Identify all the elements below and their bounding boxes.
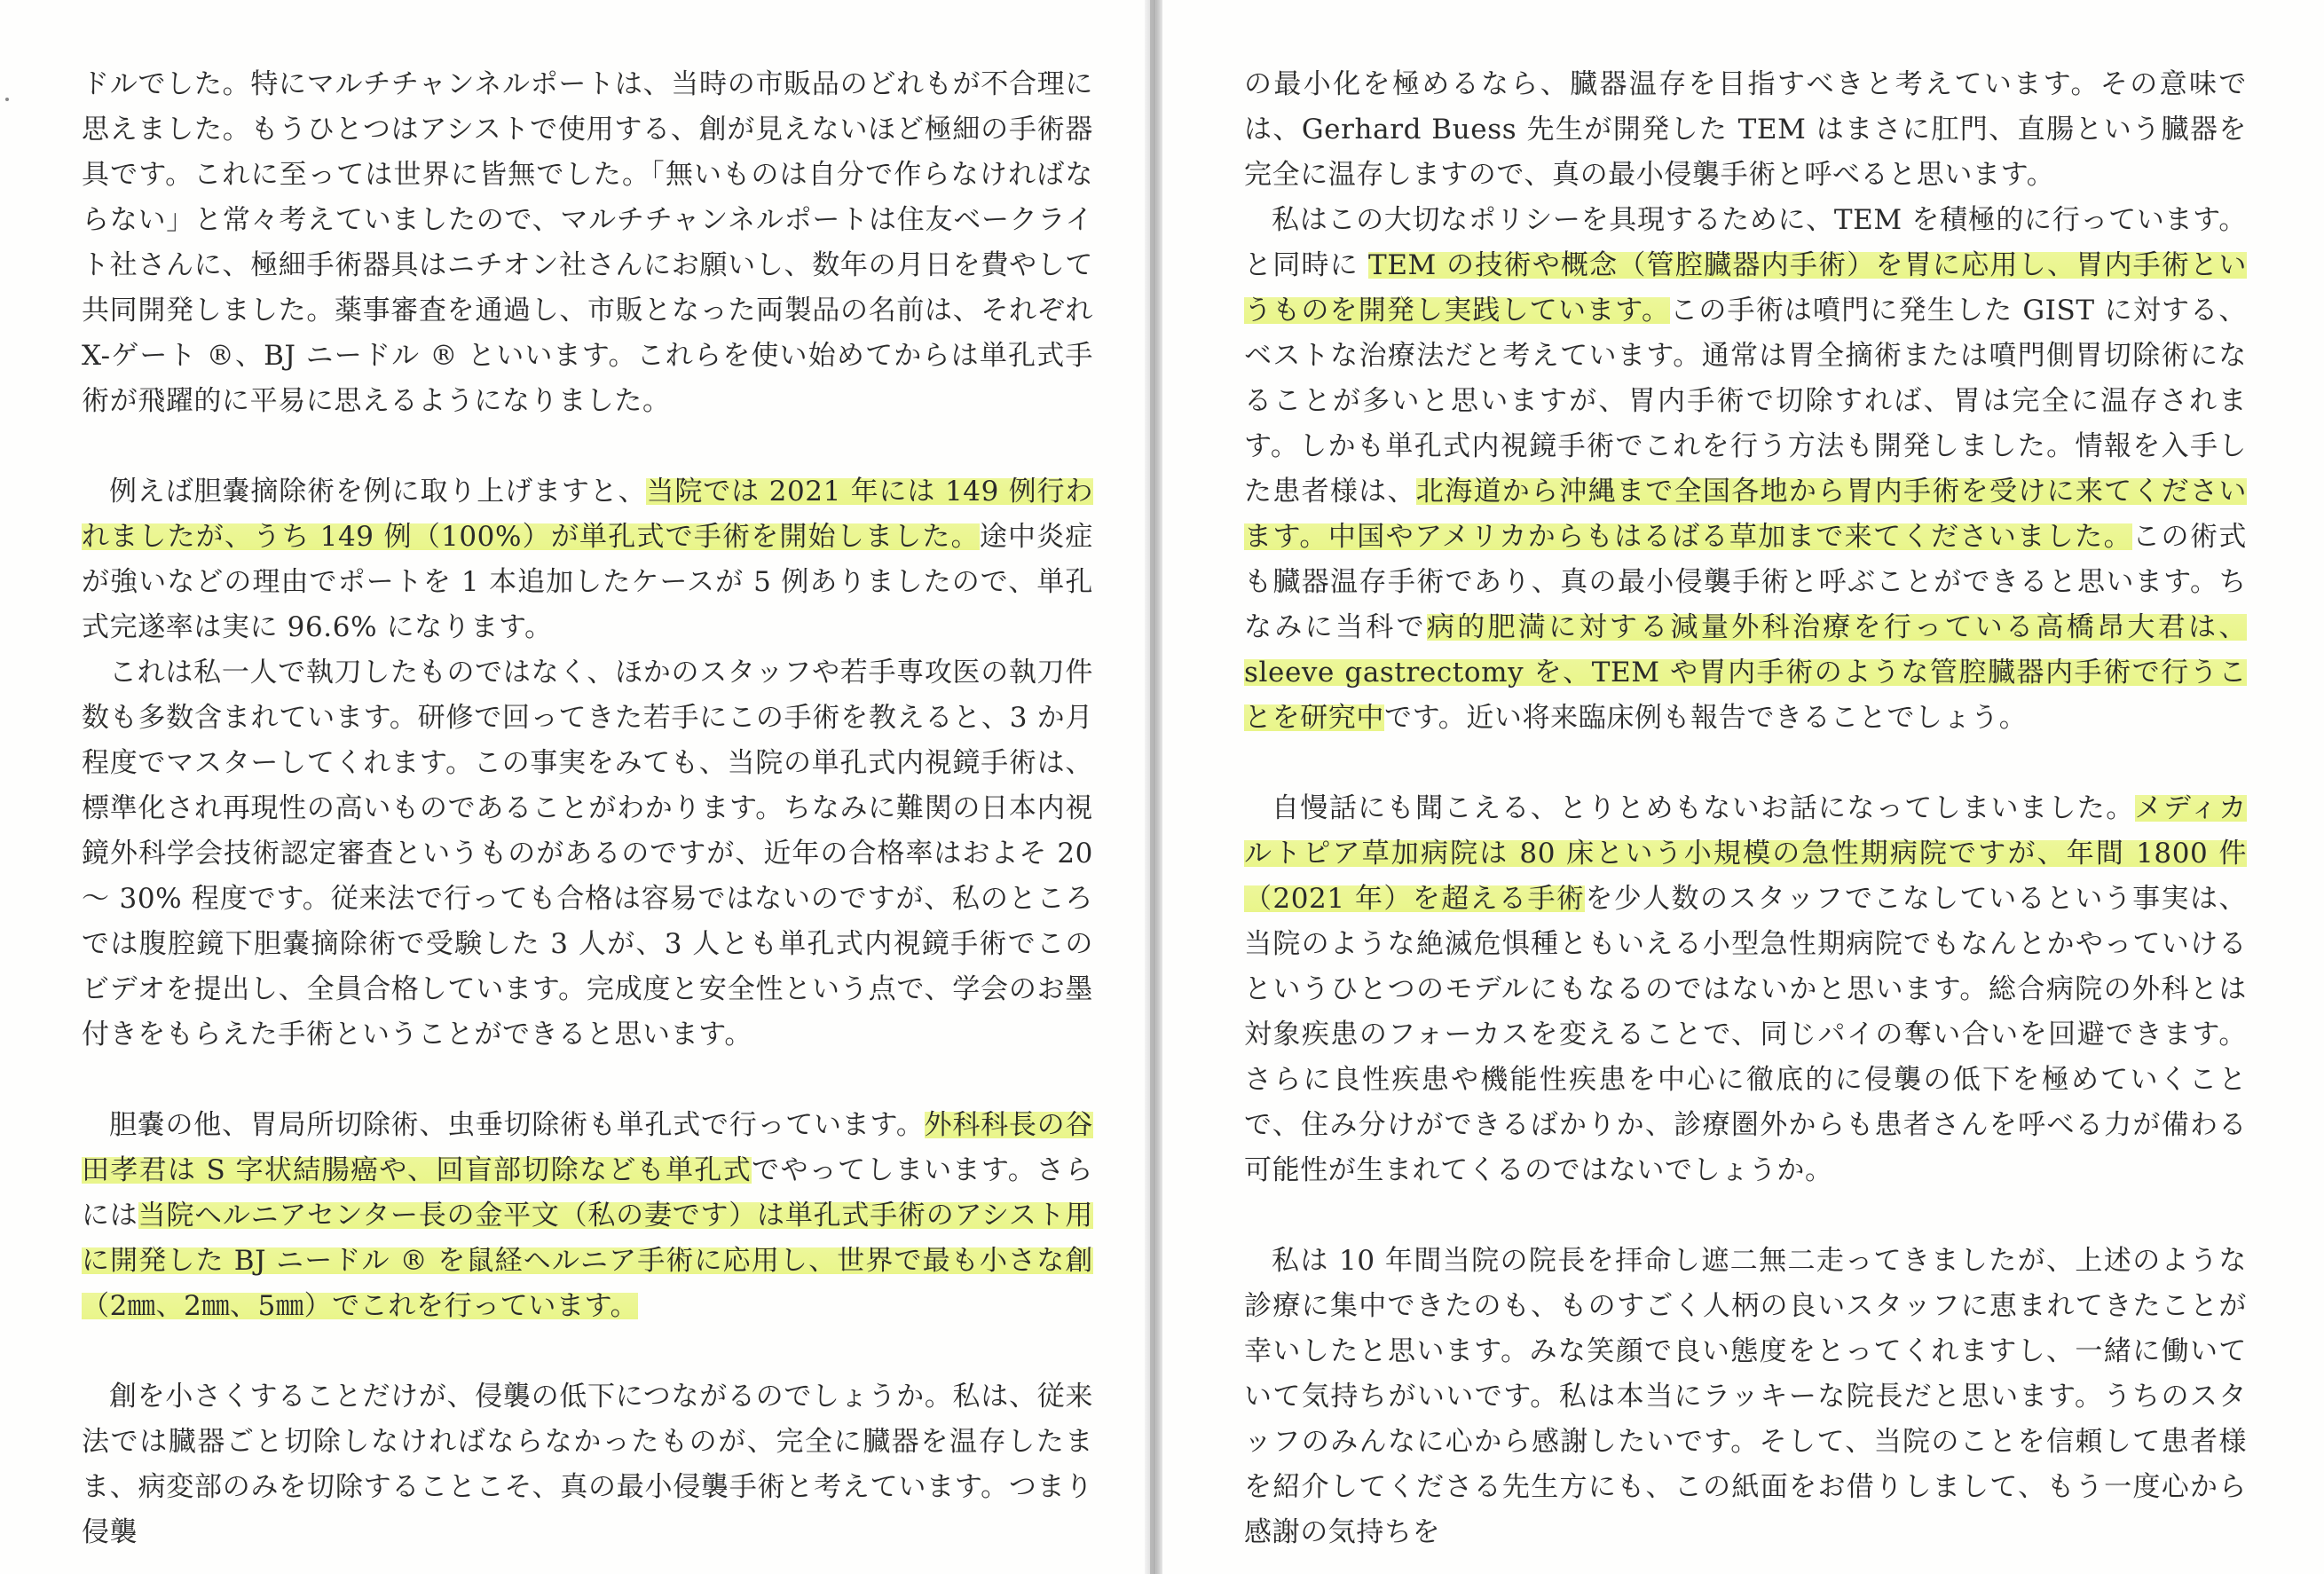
text-segment: 自慢話にも聞こえる、とりとめもないお話になってしまいました。 xyxy=(1272,792,2135,824)
paragraph xyxy=(82,62,1093,424)
text-segment: 私は 10 年間当院の院長を拝命し遮二無二走ってきましたが、上述のような診療に集中できたのも、ものすごく人柄の良いスタッフに恵まれてきたことが幸いしたと思います。みな笑顔で良い態度をとってくれますし、一緒に働いていて気持ちがいいです。私は本当にラッキーな院長だと思います。うちのスタッフのみんなに心から感謝したいです。そして、当院のことを信頼して患者様を紹介してくださる先生方にも、この紙面をお借りしまして、もう一度心から感謝の気持ちを xyxy=(1244,1245,2247,1548)
left-page xyxy=(0,0,1150,1574)
page-edge-shadow xyxy=(1150,0,1155,1574)
page-edge-mark xyxy=(5,98,9,101)
paragraph xyxy=(82,650,1093,1058)
text-segment: です。近い将来臨床例も報告できることでしょう。 xyxy=(1384,702,2028,734)
paragraph xyxy=(82,1103,1093,1329)
paragraph xyxy=(82,1374,1093,1555)
highlighted-text: 外科科長の谷田孝君は S 字状結腸癌や、回盲部切除なども単孔式 xyxy=(82,1109,1093,1186)
text-segment: これは私一人で執刀したものではなく、ほかのスタッフや若手専攻医の執刀件数も多数含まれています。研修で回ってきた若手にこの手術を教えると、3 か月程度でマスターしてくれます。この事実をみても、当院の単孔式内視鏡手術は、標準化され再現性の高いものであることがわかります。ちなみに難関の日本内視鏡外科学会技術認定審査というものがあるのですが、近年の合格率はおよそ 20 ～ 30% 程度です。従来法で行っても合格は容易ではないのですが、私のところでは腹腔鏡下胆嚢摘除術で受験した 3 人が、3 人とも単孔式内視鏡手術でこのビデオを提出し、全員合格しています。完成度と安全性という点で、学会のお墨付きをもらえた手術ということができると思います。 xyxy=(82,657,1093,1051)
text-segment: 創を小さくすることだけが、侵襲の低下につながるのでしょうか。私は、従来法では臓器ごと切除しなければならなかったものが、完全に臓器を温存したまま、病変部のみを切除することこそ、真の最小侵襲手術と考えています。つまり侵襲 xyxy=(82,1381,1093,1548)
paragraph-gap xyxy=(1244,1193,2247,1239)
left-page-text xyxy=(82,62,1093,1555)
text-segment: 例えば胆嚢摘除術を例に取り上げますと、 xyxy=(109,476,647,508)
text-segment: を少人数のスタッフでこなしているという事実は、当院のような絶滅危惧種ともいえる小型急性期病院でもなんとかやっていけるというひとつのモデルにもなるのではないかと思います。総合病院の外科とは対象疾患のフォーカスを変えることで、同じパイの奪い合いを回避できます。さらに良性疾患や機能性疾患を中心に徹底的に侵襲の低下を極めていくことで、住み分けができるばかりか、診療圏外からも患者さんを呼べる力が備わる可能性が生まれてくるのではないでしょうか。 xyxy=(1244,883,2247,1186)
paragraph-gap xyxy=(1244,741,2247,786)
text-segment: この手術は噴門に発生した GIST に対する、ベストな治療法だと考えています。通常は胃全摘術または噴門側胃切除術になることが多いと思いますが、胃内手術で切除すれば、胃は完全に温存されます。しかも単孔式内視鏡手術でこれを行う方法も開発しました。情報を入手した患者様は、 xyxy=(1244,295,2247,508)
paragraph xyxy=(1244,198,2247,741)
paragraph-gap xyxy=(82,1329,1093,1374)
right-page xyxy=(1162,0,2324,1574)
paragraph-gap xyxy=(82,424,1093,469)
text-segment: ドルでした。特にマルチチャンネルポートは、当時の市販品のどれもが不合理に思えました。もうひとつはアシストで使用する、創が見えないほど極細の手術器具です。これに至っては世界に皆無でした。「無いものは自分で作らなければならない」と常々考えていましたので、マルチチャンネルポートは住友ベークライト社さんに、極細手術器具はニチオン社さんにお願いし、数年の月日を費やして共同開発しました。薬事審査を通過し、市販となった両製品の名前は、それぞれ X-ゲート ®、BJ ニードル ® といいます。これらを使い始めてからは単孔式手術が飛躍的に平易に思えるようになりました。 xyxy=(82,68,1093,417)
highlighted-text: TEM の技術や概念（管腔臓器内手術）を胃に応用し、胃内手術というものを開発し実践しています。 xyxy=(1244,249,2247,327)
text-segment: この術式も臓器温存手術であり、真の最小侵襲手術と呼ぶことができると思います。ちなみに当科で xyxy=(1244,521,2247,643)
text-segment: の最小化を極めるなら、臓器温存を目指すべきと考えています。その意味では、Gerhard Buess 先生が開発した TEM はまさに肛門、直腸という臓器を完全に温存しますので、真の最小侵襲手術と呼べると思います。 xyxy=(1244,68,2247,191)
text-segment: 私はこの大切なポリシーを具現するために、TEM を積極的に行っています。と同時に xyxy=(1244,204,2247,281)
paragraph xyxy=(82,469,1093,650)
highlighted-text: 北海道から沖縄まで全国各地から胃内手術を受けに来てくださいます。中国やアメリカからもはるばる草加まで来てくださいました。 xyxy=(1244,476,2247,553)
paragraph xyxy=(1244,62,2247,198)
highlighted-text: メディカルトピア草加病院は 80 床という小規模の急性期病院ですが、年間 1800 件（2021 年）を超える手術 xyxy=(1244,792,2248,915)
paragraph xyxy=(1244,1239,2247,1555)
text-segment: でやってしまいます。さらには xyxy=(82,1154,1094,1232)
paragraph xyxy=(1244,786,2247,1193)
text-segment: 途中炎症が強いなどの理由でポートを 1 本追加したケースが 5 例ありましたので、単孔式完遂率は実に 96.6% になります。 xyxy=(82,521,1094,643)
highlighted-text: 病的肥満に対する減量外科治療を行っている高橋昂大君は、sleeve gastrectomy を、TEM や胃内手術のような管腔臓器内手術で行うことを研究中 xyxy=(1244,611,2247,734)
highlighted-text: 当院では 2021 年には 149 例行われましたが、うち 149 例（100%）が単孔式で手術を開始しました。 xyxy=(82,476,1094,553)
highlighted-text: 当院ヘルニアセンター長の金平文（私の妻です）は単孔式手術のアシスト用に開発した BJ ニードル ® を鼠経ヘルニア手術に応用し、世界で最も小さな創（2㎜、2㎜、5㎜）でこれを行っています。 xyxy=(82,1200,1093,1322)
paragraph-gap xyxy=(82,1058,1093,1103)
right-page-text xyxy=(1244,62,2247,1555)
text-segment: 胆嚢の他、胃局所切除術、虫垂切除術も単孔式で行っています。 xyxy=(109,1109,925,1141)
